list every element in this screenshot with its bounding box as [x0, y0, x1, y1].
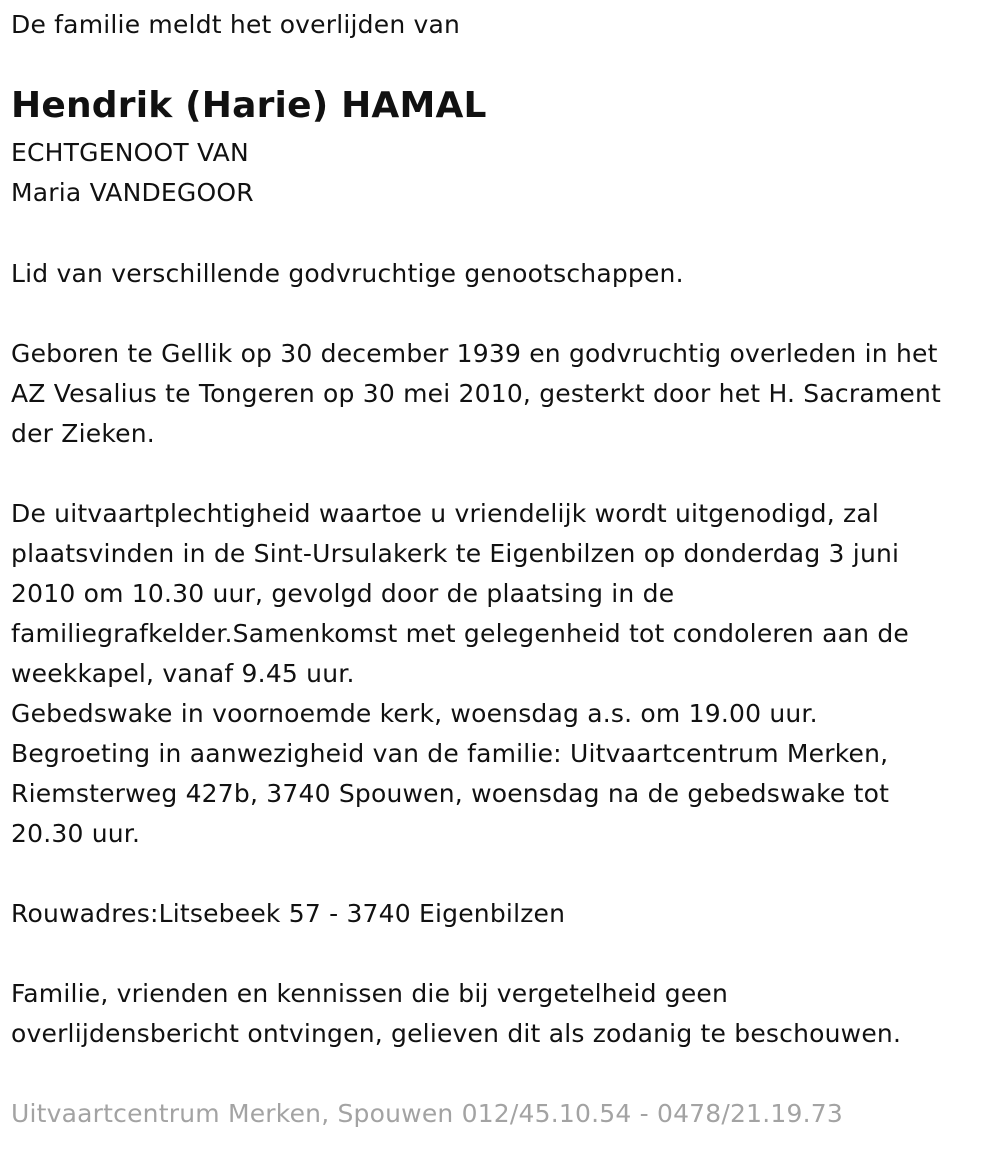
ceremony-line-2: plaatsvinden in de Sint-Ursulakerk te Eigenbilzen op donderdag 3 juni: [11, 539, 900, 568]
ceremony-line-1: De uitvaartplechtigheid waartoe u vriendelijk wordt uitgenodigd, zal: [11, 499, 880, 528]
intro-text: De familie meldt het overlijden van: [11, 10, 461, 39]
ceremony-line-6: Gebedswake in voornoemde kerk, woensdag a.s. om 19.00 uur.: [11, 699, 818, 728]
deceased-name: Hendrik (Harie) HAMAL: [11, 85, 487, 126]
life-line-1: Geboren te Gellik op 30 december 1939 en godvruchtig overleden in het: [11, 339, 938, 368]
life-line-3: der Zieken.: [11, 419, 155, 448]
ceremony-line-7: Begroeting in aanwezigheid van de familie: Uitvaartcentrum Merken,: [11, 739, 889, 768]
ceremony-line-8: Riemsterweg 427b, 3740 Spouwen, woensdag na de gebedswake tot: [11, 779, 890, 808]
spouse-label: ECHTGENOOT VAN: [11, 138, 249, 167]
spouse-name: Maria VANDEGOOR: [11, 178, 254, 207]
mourning-address: Rouwadres:Litsebeek 57 - 3740 Eigenbilzen: [11, 899, 566, 928]
ceremony-line-4: familiegrafkelder.Samenkomst met gelegenheid tot condoleren aan de: [11, 619, 909, 648]
ceremony-line-9: 20.30 uur.: [11, 819, 141, 848]
notice-line-2: overlijdensbericht ontvingen, gelieven dit als zodanig te beschouwen.: [11, 1019, 902, 1048]
membership-text: Lid van verschillende godvruchtige genootschappen.: [11, 259, 684, 288]
ceremony-line-3: 2010 om 10.30 uur, gevolgd door de plaatsing in de: [11, 579, 675, 608]
ceremony-line-5: weekkapel, vanaf 9.45 uur.: [11, 659, 355, 688]
funeral-home-footer: Uitvaartcentrum Merken, Spouwen 012/45.10.54 - 0478/21.19.73: [11, 1099, 843, 1128]
notice-line-1: Familie, vrienden en kennissen die bij vergetelheid geen: [11, 979, 729, 1008]
life-line-2: AZ Vesalius te Tongeren op 30 mei 2010, gesterkt door het H. Sacrament: [11, 379, 942, 408]
